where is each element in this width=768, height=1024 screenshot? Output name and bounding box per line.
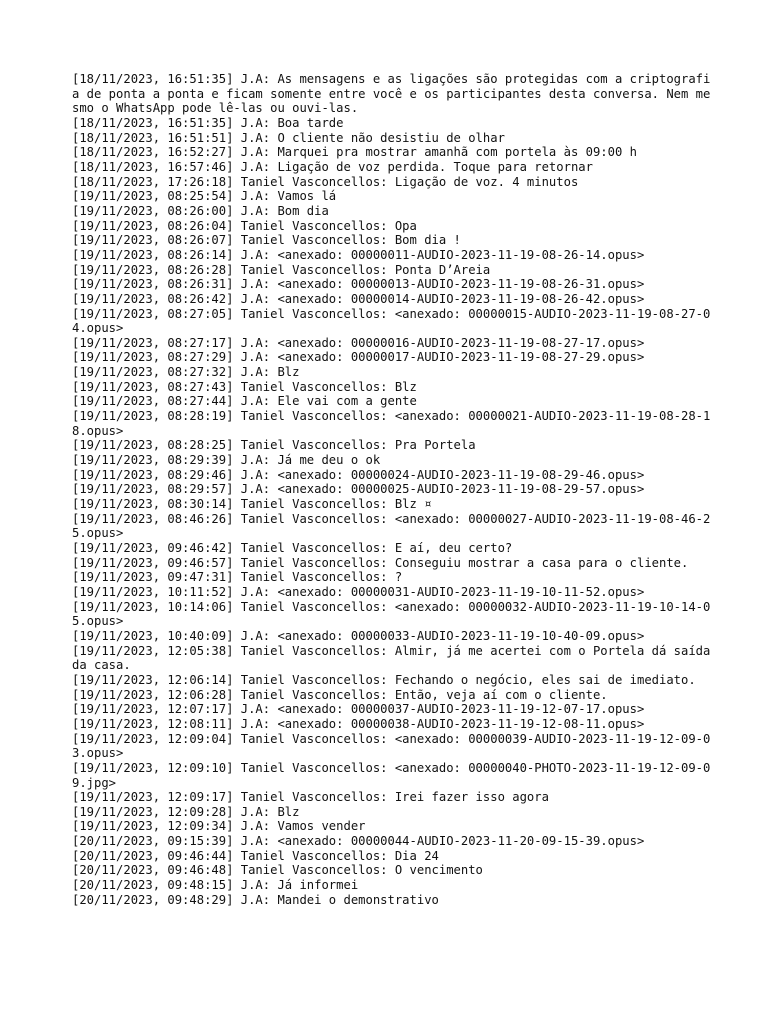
chat-message-line: [19/11/2023, 08:27:29] J.A: <anexado: 00000017-AUDIO-2023-11-19-08-27-29.opus> (72, 350, 645, 365)
chat-message-line: [19/11/2023, 08:29:57] J.A: <anexado: 00000025-AUDIO-2023-11-19-08-29-57.opus> (72, 482, 645, 497)
chat-message-line: [19/11/2023, 08:26:07] Taniel Vasconcellos: Bom dia ! (72, 233, 461, 248)
chat-message-line: [19/11/2023, 12:09:17] Taniel Vasconcellos: Irei fazer isso agora (72, 790, 549, 805)
chat-message-line: [19/11/2023, 08:26:04] Taniel Vasconcellos: Opa (72, 218, 417, 233)
chat-message-line: [20/11/2023, 09:48:29] J.A: Mandei o demonstrativo (72, 892, 439, 907)
chat-message-line: [19/11/2023, 08:46:26] Taniel Vasconcellos: <anexado: 00000027-AUDIO-2023-11-19-08-46-25.opus> (72, 511, 711, 541)
chat-message-line: [19/11/2023, 08:27:17] J.A: <anexado: 00000016-AUDIO-2023-11-19-08-27-17.opus> (72, 335, 645, 350)
chat-message-line: [19/11/2023, 08:28:19] Taniel Vasconcellos: <anexado: 00000021-AUDIO-2023-11-19-08-28-18.opus> (72, 409, 711, 438)
chat-message-line: [18/11/2023, 16:51:51] J.A: O cliente não desistiu de olhar (72, 130, 505, 145)
chat-message-line: [19/11/2023, 08:27:44] J.A: Ele vai com a gente (72, 394, 417, 409)
chat-message-line: [19/11/2023, 12:05:38] Taniel Vasconcellos: Almir, já me acertei com o Portela dá saída da casa. (72, 643, 718, 673)
chat-message-line: [19/11/2023, 12:09:34] J.A: Vamos vender (72, 819, 366, 834)
chat-message-line: [19/11/2023, 08:27:43] Taniel Vasconcellos: Blz (72, 379, 417, 394)
chat-message-line: [20/11/2023, 09:46:44] Taniel Vasconcellos: Dia 24 (72, 848, 439, 863)
chat-message-line: [19/11/2023, 08:26:14] J.A: <anexado: 00000011-AUDIO-2023-11-19-08-26-14.opus> (72, 247, 645, 262)
chat-message-line: [18/11/2023, 16:51:35] J.A: Boa tarde (72, 115, 344, 130)
chat-message-line: [19/11/2023, 08:30:14] Taniel Vasconcellos: Blz ¤ (72, 497, 432, 512)
chat-message-line: [19/11/2023, 08:27:05] Taniel Vasconcellos: <anexado: 00000015-AUDIO-2023-11-19-08-27-04.opus> (72, 306, 711, 336)
chat-message-line: [19/11/2023, 12:09:28] J.A: Blz (72, 804, 300, 819)
chat-message-line: [19/11/2023, 12:08:11] J.A: <anexado: 00000038-AUDIO-2023-11-19-12-08-11.opus> (72, 716, 645, 731)
chat-message-line: [19/11/2023, 08:26:31] J.A: <anexado: 00000013-AUDIO-2023-11-19-08-26-31.opus> (72, 277, 645, 292)
chat-message-line: [19/11/2023, 12:09:04] Taniel Vasconcellos: <anexado: 00000039-AUDIO-2023-11-19-12-09-03.opus> (72, 731, 711, 761)
chat-message-line: [19/11/2023, 10:40:09] J.A: <anexado: 00000033-AUDIO-2023-11-19-10-40-09.opus> (72, 628, 645, 643)
chat-message-line: [20/11/2023, 09:46:48] Taniel Vasconcellos: O vencimento (72, 863, 483, 878)
chat-message-line: [18/11/2023, 17:26:18] Taniel Vasconcellos: Ligação de voz. 4 minutos (72, 174, 579, 189)
chat-message-line: [18/11/2023, 16:52:27] J.A: Marquei pra mostrar amanhã com portela às 09:00 h (72, 145, 637, 160)
chat-message-line: [19/11/2023, 08:29:39] J.A: Já me deu o ok (72, 453, 381, 468)
chat-message-line: [19/11/2023, 12:06:28] Taniel Vasconcellos: Então, veja aí com o cliente. (72, 687, 608, 702)
chat-message-line: [19/11/2023, 08:26:42] J.A: <anexado: 00000014-AUDIO-2023-11-19-08-26-42.opus> (72, 291, 645, 306)
chat-message-line: [19/11/2023, 08:28:25] Taniel Vasconcellos: Pra Portela (72, 438, 476, 453)
chat-message-line: [19/11/2023, 10:11:52] J.A: <anexado: 00000031-AUDIO-2023-11-19-10-11-52.opus> (72, 584, 645, 599)
chat-message-line: [18/11/2023, 16:51:35] J.A: As mensagens e as ligações são protegidas com a criptografia de ponta a ponta e ficam somente entre você e os participantes desta conversa. Nem mesmo o WhatsApp pode lê-las ou ouvi-las. (72, 72, 711, 116)
chat-message-line: [19/11/2023, 12:06:14] Taniel Vasconcellos: Fechando o negócio, eles sai de imediato. (72, 672, 696, 687)
chat-message-line: [19/11/2023, 08:29:46] J.A: <anexado: 00000024-AUDIO-2023-11-19-08-29-46.opus> (72, 467, 645, 482)
chat-message-line: [20/11/2023, 09:15:39] J.A: <anexado: 00000044-AUDIO-2023-11-20-09-15-39.opus> (72, 834, 645, 849)
chat-message-line: [19/11/2023, 08:27:32] J.A: Blz (72, 365, 300, 380)
chat-message-line: [19/11/2023, 12:09:10] Taniel Vasconcellos: <anexado: 00000040-PHOTO-2023-11-19-12-09-09.jpg> (72, 760, 711, 790)
chat-message-line: [19/11/2023, 09:46:42] Taniel Vasconcellos: E aí, deu certo? (72, 541, 513, 555)
chat-message-line: [19/11/2023, 09:46:57] Taniel Vasconcellos: Conseguiu mostrar a casa para o cliente. (72, 555, 689, 570)
chat-message-line: [18/11/2023, 16:57:46] J.A: Ligação de voz perdida. Toque para retornar (72, 159, 593, 174)
chat-message-line: [19/11/2023, 12:07:17] J.A: <anexado: 00000037-AUDIO-2023-11-19-12-07-17.opus> (72, 702, 645, 717)
chat-message-line: [19/11/2023, 08:26:00] J.A: Bom dia (72, 203, 329, 218)
chat-message-line: [19/11/2023, 08:26:28] Taniel Vasconcellos: Ponta D’Areia (72, 262, 491, 277)
chat-message-line: [19/11/2023, 10:14:06] Taniel Vasconcellos: <anexado: 00000032-AUDIO-2023-11-19-10-14-05.opus> (72, 599, 711, 629)
chat-message-line: [19/11/2023, 08:25:54] J.A: Vamos lá (72, 189, 337, 204)
chat-message-line: [20/11/2023, 09:48:15] J.A: Já informei (72, 878, 359, 893)
chat-message-line: [19/11/2023, 09:47:31] Taniel Vasconcellos: ? (72, 570, 403, 585)
chat-log (72, 72, 718, 907)
